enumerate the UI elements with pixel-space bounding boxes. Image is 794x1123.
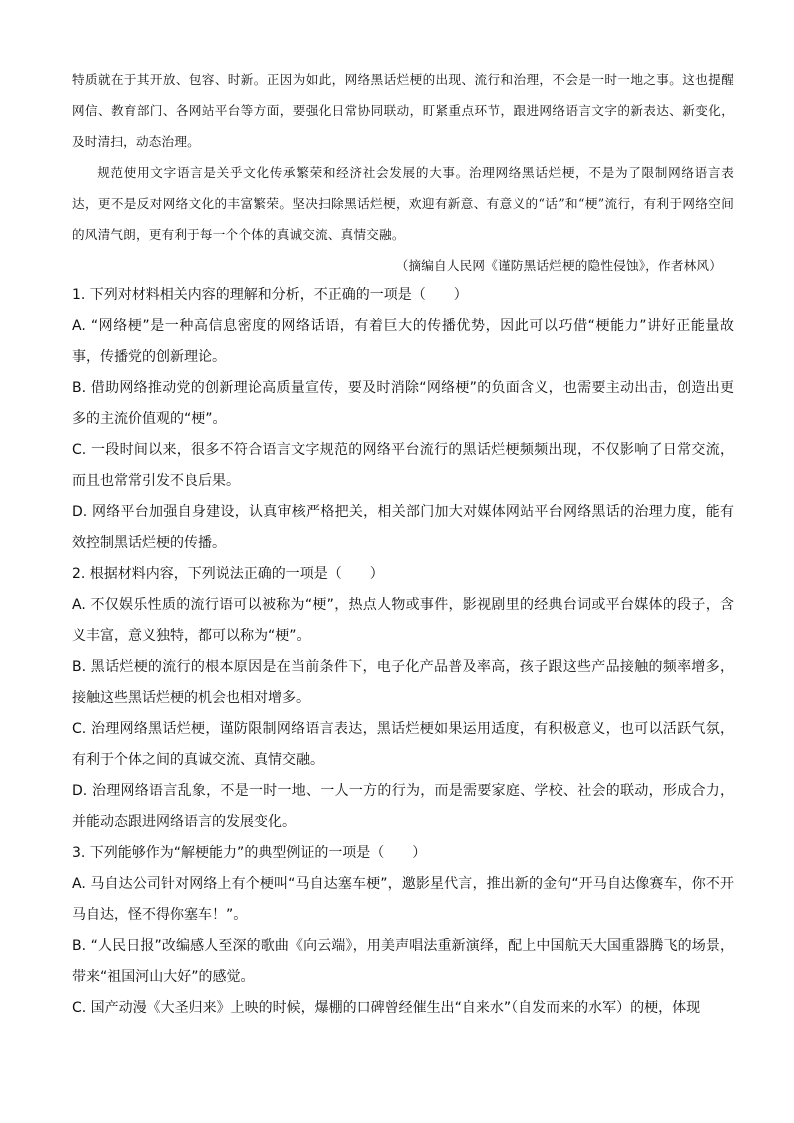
option-b: B. 借助网络推动党的创新理论高质量宣传，要及时消除“网络梗”的负面含义，也需要主动出击，创造出更多的主流价值观的“梗”。 <box>72 380 734 427</box>
reading-passage <box>72 64 734 281</box>
passage-paragraph-2: 规范使用文字语言是关乎文化传承繁荣和经济社会发展的大事。治理网络黑话烂梗，不是为了限制网络语言表达，更不是反对网络文化的丰富繁荣。坚决扫除黑话烂梗，欢迎有新意、有意义的“话”和“梗”流行，有利于网络空间的风清气朗，更有利于每一个个体的真诚交流、真情交融。 <box>72 165 734 242</box>
option-d: D. 治理网络语言乱象，不是一时一地、一人一方的行为，而是需要家庭、学校、社会的联动，形成合力，并能动态跟进网络语言的发展变化。 <box>72 783 734 830</box>
option-a: A. 马自达公司针对网络上有个梗叫“马自达塞车梗”，邀影星代言，推出新的金句“开马自达像赛车，你不开马自达，怪不得你塞车！”。 <box>72 876 734 923</box>
question-3 <box>72 838 734 1024</box>
question-stem: 1. 下列对材料相关内容的理解和分析，不正确的一项是（ ） <box>72 287 468 303</box>
passage-paragraph-1: 特质就在于其开放、包容、时新。正因为如此，网络黑话烂梗的出现、流行和治理，不会是一时一地之事。这也提醒网信、教育部门、各网站平台等方面，要强化日常协同联动，盯紧重点环节，跟进网络语言文字的新表达、新变化，及时清扫，动态治理。 <box>72 72 734 149</box>
option-a: A. 不仅娱乐性质的流行语可以被称为“梗”，热点人物或事件，影视剧里的经典台词或平台媒体的段子，含义丰富，意义独特，都可以称为“梗”。 <box>72 597 734 644</box>
option-d: D. 网络平台加强自身建设，认真审核严格把关，相关部门加大对媒体网站平台网络黑话的治理力度，能有效控制黑话烂梗的传播。 <box>72 504 734 551</box>
option-a: A. “网络梗”是一种高信息密度的网络话语，有着巨大的传播优势，因此可以巧借“梗能力”讲好正能量故事，传播党的创新理论。 <box>72 318 734 365</box>
option-b: B. 黑话烂梗的流行的根本原因是在当前条件下，电子化产品普及率高，孩子跟这些产品接触的频率增多，接触这些黑话烂梗的机会也相对增多。 <box>72 659 734 706</box>
question-stem: 2. 根据材料内容，下列说法正确的一项是（ ） <box>72 566 384 582</box>
passage-source: （摘编自人民网《谨防黑话烂梗的隐性侵蚀》，作者林风） <box>395 258 722 273</box>
option-c: C. 治理网络黑话烂梗，谨防限制网络语言表达，黑话烂梗如果运用适度，有积极意义，也可以活跃气氛，有利于个体之间的真诚交流、真情交融。 <box>72 721 734 768</box>
question-stem: 3. 下列能够作为“解梗能力”的典型例证的一项是（ ） <box>72 845 427 861</box>
option-c: C. 国产动漫《大圣归来》上映的时候，爆棚的口碑曾经催生出“自来水”（自发而来的水军）的梗，体现 <box>72 1000 701 1016</box>
option-b: B. “人民日报”改编感人至深的歌曲《向云端》，用美声唱法重新演绎，配上中国航天大国重器腾飞的场景，带来“祖国河山大好”的感觉。 <box>72 938 734 985</box>
option-c: C. 一段时间以来，很多不符合语言文字规范的网络平台流行的黑话烂梗频频出现，不仅影响了日常交流，而且也常常引发不良后果。 <box>72 442 734 489</box>
question-list <box>72 280 734 1024</box>
question-2 <box>72 559 734 838</box>
question-1 <box>72 280 734 559</box>
